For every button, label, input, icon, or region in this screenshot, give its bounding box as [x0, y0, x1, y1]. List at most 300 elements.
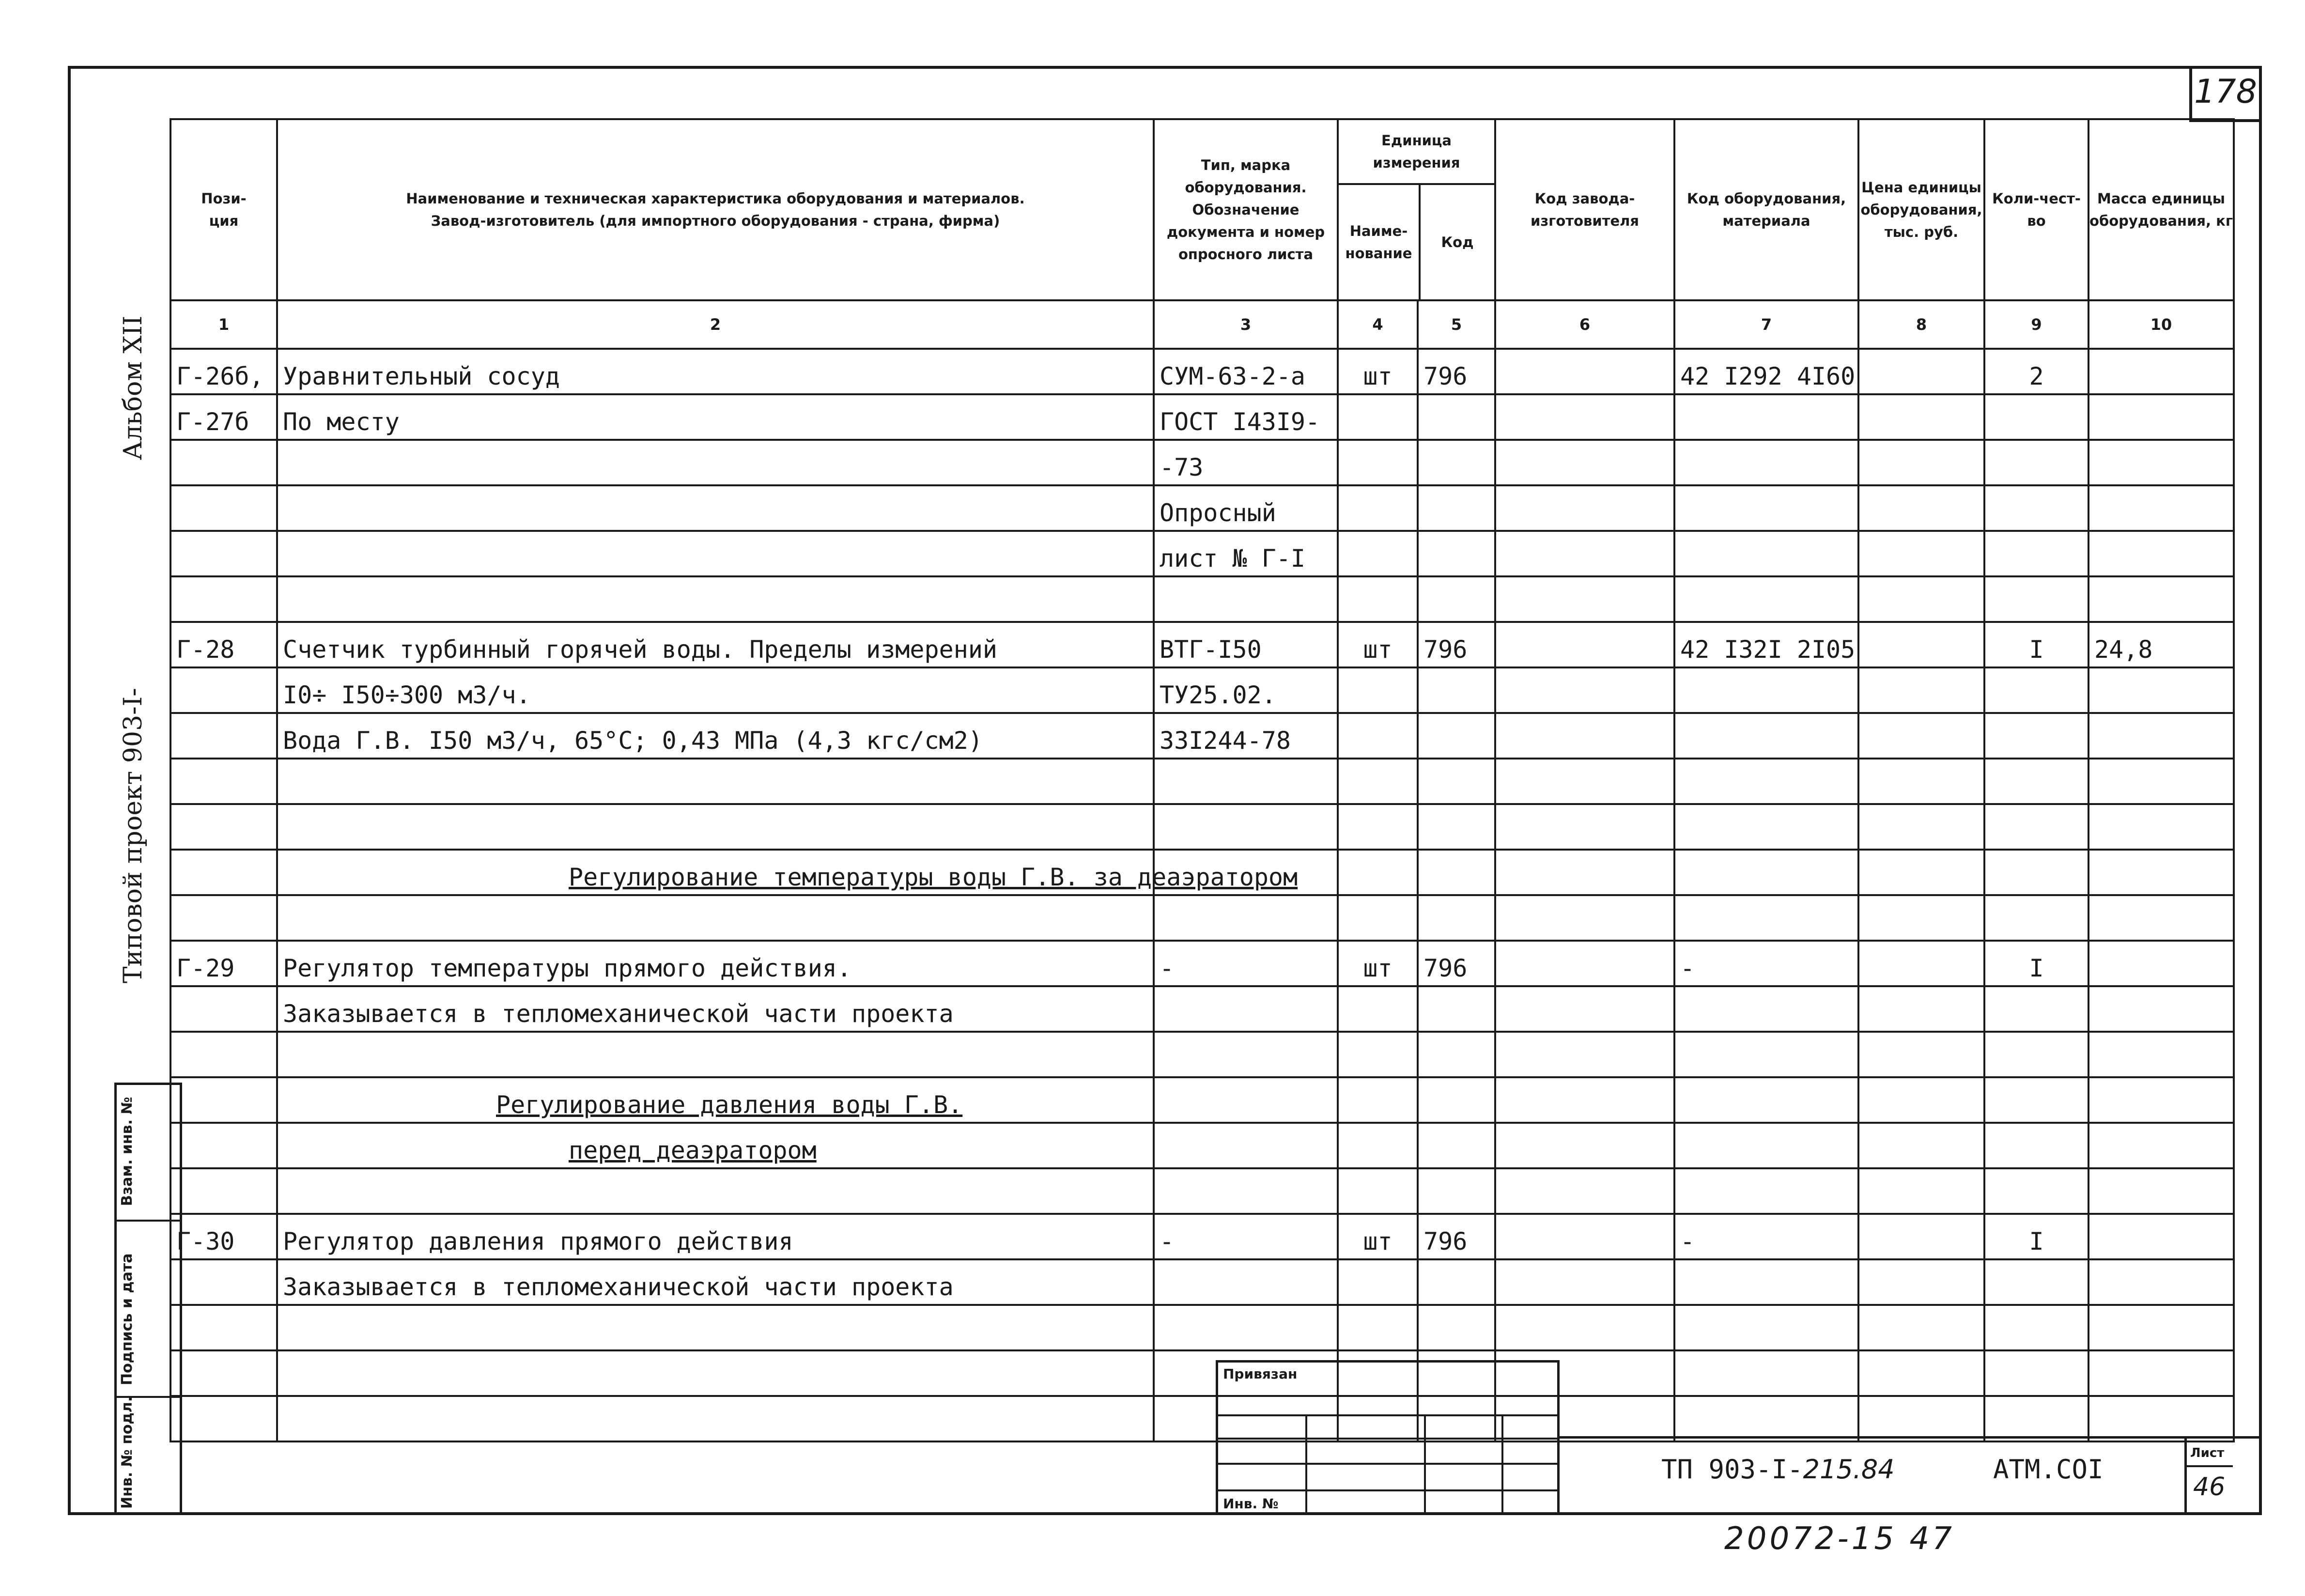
colnum-3: 3	[1154, 300, 1338, 349]
cell-maker	[1495, 1032, 1674, 1077]
cell-pos	[170, 1123, 277, 1168]
cell-code	[1418, 1032, 1495, 1077]
cell-qty	[1984, 485, 2088, 531]
cell-unit	[1338, 895, 1418, 941]
cell-name: Счетчик турбинный горячей воды. Пределы измерений	[277, 622, 1154, 667]
inv-label: Инв. №	[1223, 1496, 1279, 1512]
cell-type: СУМ-63-2-а	[1154, 349, 1338, 394]
doc-code: АТМ.COI	[1993, 1454, 2104, 1485]
cell-price	[1858, 986, 1984, 1032]
cell-qty	[1984, 986, 2088, 1032]
cell-name: По месту	[277, 394, 1154, 440]
cell-code	[1418, 804, 1495, 850]
cell-type: ГОСТ I43I9-	[1154, 394, 1338, 440]
table-row	[170, 1396, 2234, 1441]
cell-mass	[2088, 1396, 2234, 1441]
binding-vline-2	[1424, 1414, 1426, 1515]
table-row	[170, 759, 2234, 804]
cell-maker	[1495, 759, 1674, 804]
cell-code	[1418, 850, 1495, 895]
cell-mass	[2088, 667, 2234, 713]
colnum-4: 4	[1338, 300, 1418, 349]
cell-mass	[2088, 759, 2234, 804]
cell-maker	[1495, 485, 1674, 531]
cell-maker	[1495, 576, 1674, 622]
cell-price	[1858, 440, 1984, 485]
binding-vline-3	[1501, 1414, 1503, 1515]
cell-maker	[1495, 667, 1674, 713]
cell-name	[277, 1305, 1154, 1350]
cell-unit	[1338, 1032, 1418, 1077]
cell-code	[1418, 1305, 1495, 1350]
cell-mass	[2088, 1168, 2234, 1214]
header-unit-code: Код	[1441, 234, 1474, 250]
cell-price	[1858, 1396, 1984, 1441]
cell-mass	[2088, 1123, 2234, 1168]
cell-pos	[170, 576, 277, 622]
cell-qty	[1984, 1123, 2088, 1168]
colnum-2: 2	[277, 300, 1154, 349]
cell-mass	[2088, 1350, 2234, 1396]
cell-equip	[1674, 713, 1858, 759]
cell-code	[1418, 1077, 1495, 1123]
cell-maker	[1495, 895, 1674, 941]
cell-mass	[2088, 713, 2234, 759]
header-unit-title: Единица измерения	[1339, 120, 1494, 185]
cell-qty	[1984, 531, 2088, 576]
cell-equip	[1674, 1123, 1858, 1168]
colnum-6: 6	[1495, 300, 1674, 349]
list-separator	[2184, 1465, 2233, 1467]
cell-name: I0÷ I50÷300 м3/ч.	[277, 667, 1154, 713]
cell-unit	[1338, 485, 1418, 531]
cell-maker	[1495, 713, 1674, 759]
cell-equip	[1674, 485, 1858, 531]
table-row	[170, 576, 2234, 622]
table-row	[170, 1032, 2234, 1077]
cell-price	[1858, 1305, 1984, 1350]
cell-qty	[1984, 1168, 2088, 1214]
cell-pos	[170, 850, 277, 895]
cell-price	[1858, 895, 1984, 941]
cell-mass	[2088, 1305, 2234, 1350]
table-row	[170, 1123, 2234, 1168]
cell-price	[1858, 1077, 1984, 1123]
cell-code	[1418, 667, 1495, 713]
table-row	[170, 667, 2234, 713]
header-equip-code: Код оборудования, материала	[1674, 119, 1858, 300]
cell-name	[277, 485, 1154, 531]
cell-pos	[170, 713, 277, 759]
cell-price	[1858, 394, 1984, 440]
binding-vline-1	[1305, 1414, 1307, 1515]
cell-unit	[1338, 667, 1418, 713]
cell-unit	[1338, 576, 1418, 622]
cell-type	[1154, 1077, 1338, 1123]
cell-qty	[1984, 1396, 2088, 1441]
cell-code	[1418, 713, 1495, 759]
cell-pos: Г-26б,	[170, 349, 277, 394]
table-row	[170, 1259, 2234, 1305]
cell-maker	[1495, 986, 1674, 1032]
table-row	[170, 349, 2234, 394]
table-row	[170, 394, 2234, 440]
cell-mass	[2088, 531, 2234, 576]
cell-mass	[2088, 349, 2234, 394]
cell-type	[1154, 576, 1338, 622]
cell-pos	[170, 485, 277, 531]
cell-name	[277, 1396, 1154, 1441]
cell-unit	[1338, 440, 1418, 485]
cell-mass	[2088, 804, 2234, 850]
album-label: Альбом XII	[119, 315, 148, 460]
cell-equip	[1674, 1259, 1858, 1305]
table-row	[170, 941, 2234, 986]
cell-pos	[170, 1168, 277, 1214]
cell-maker	[1495, 1305, 1674, 1350]
cell-maker	[1495, 850, 1674, 895]
cell-mass	[2088, 1214, 2234, 1259]
cell-pos: Г-29	[170, 941, 277, 986]
cell-pos	[170, 895, 277, 941]
colnum-7: 7	[1674, 300, 1858, 349]
cell-type: Опросный	[1154, 485, 1338, 531]
cell-code	[1418, 576, 1495, 622]
cell-pos	[170, 1350, 277, 1396]
column-number-row	[170, 300, 2234, 349]
header-unit-name: Наиме-нование	[1339, 185, 1421, 299]
cell-qty	[1984, 850, 2088, 895]
table-row	[170, 1168, 2234, 1214]
cell-equip	[1674, 576, 1858, 622]
cell-type: ТУ25.02.	[1154, 667, 1338, 713]
cell-name	[277, 895, 1154, 941]
cell-unit	[1338, 850, 1418, 895]
cell-qty	[1984, 1077, 2088, 1123]
cell-equip: 42 I292 4I60	[1674, 349, 1858, 394]
cell-pos: Г-28	[170, 622, 277, 667]
cell-equip	[1674, 440, 1858, 485]
header-position: Пози- ция	[170, 119, 277, 300]
cell-name	[277, 804, 1154, 850]
cell-code	[1418, 440, 1495, 485]
cell-price	[1858, 713, 1984, 759]
cell-code: 796	[1418, 349, 1495, 394]
cell-pos	[170, 1032, 277, 1077]
cell-name: перед деаэратором	[277, 1123, 1154, 1168]
cell-mass	[2088, 394, 2234, 440]
cell-unit: шт	[1338, 349, 1418, 394]
cell-price	[1858, 531, 1984, 576]
cell-unit	[1338, 1123, 1418, 1168]
cell-equip	[1674, 394, 1858, 440]
cell-pos: Г-30	[170, 1214, 277, 1259]
cell-type: 33I244-78	[1154, 713, 1338, 759]
cell-price	[1858, 349, 1984, 394]
cell-type: -	[1154, 1214, 1338, 1259]
table-row	[170, 850, 2234, 895]
table-row	[170, 531, 2234, 576]
cell-equip: -	[1674, 941, 1858, 986]
cell-equip	[1674, 1396, 1858, 1441]
cell-mass	[2088, 576, 2234, 622]
colnum-10: 10	[2088, 300, 2234, 349]
header-maker-code: Код завода-изготовителя	[1495, 119, 1674, 300]
cell-code	[1418, 986, 1495, 1032]
cell-name: Регулятор температуры прямого действия.	[277, 941, 1154, 986]
cell-equip	[1674, 895, 1858, 941]
cell-price	[1858, 1350, 1984, 1396]
cell-unit: шт	[1338, 1214, 1418, 1259]
cell-maker	[1495, 531, 1674, 576]
table-row	[170, 485, 2234, 531]
header-row	[170, 119, 2234, 300]
cell-qty	[1984, 759, 2088, 804]
cell-equip	[1674, 1032, 1858, 1077]
cell-pos	[170, 1396, 277, 1441]
colnum-9: 9	[1984, 300, 2088, 349]
cell-code	[1418, 485, 1495, 531]
cell-unit	[1338, 1259, 1418, 1305]
title-top-line	[1560, 1436, 2262, 1439]
cell-code	[1418, 1168, 1495, 1214]
header-unit-group	[1338, 119, 1495, 300]
cell-name	[277, 531, 1154, 576]
cell-name	[277, 1032, 1154, 1077]
cell-name: Уравнительный сосуд	[277, 349, 1154, 394]
table-row	[170, 622, 2234, 667]
cell-equip	[1674, 1305, 1858, 1350]
cell-qty	[1984, 804, 2088, 850]
cell-price	[1858, 1259, 1984, 1305]
doc-number	[1661, 1454, 1895, 1485]
cell-type	[1154, 759, 1338, 804]
cell-code	[1418, 531, 1495, 576]
cell-maker	[1495, 440, 1674, 485]
cell-unit	[1338, 759, 1418, 804]
doc-prefix: ТП 903-I-	[1661, 1454, 1803, 1485]
cell-maker	[1495, 1214, 1674, 1259]
cell-mass	[2088, 1259, 2234, 1305]
cell-code	[1418, 1259, 1495, 1305]
cell-equip	[1674, 1350, 1858, 1396]
cell-price	[1858, 667, 1984, 713]
cell-type	[1154, 1305, 1338, 1350]
cell-equip	[1674, 804, 1858, 850]
cell-type: лист № Г-I	[1154, 531, 1338, 576]
cell-equip	[1674, 850, 1858, 895]
specification-table	[170, 118, 2235, 1442]
table-body	[170, 349, 2234, 1441]
cell-type: ВТГ-I50	[1154, 622, 1338, 667]
cell-pos	[170, 986, 277, 1032]
cell-qty	[1984, 895, 2088, 941]
cell-mass	[2088, 986, 2234, 1032]
cell-mass	[2088, 440, 2234, 485]
cell-mass	[2088, 485, 2234, 531]
cell-name	[277, 576, 1154, 622]
cell-price	[1858, 1168, 1984, 1214]
cell-maker	[1495, 394, 1674, 440]
cell-name	[277, 759, 1154, 804]
cell-name: Регулятор давления прямого действия	[277, 1214, 1154, 1259]
header-unit-sub	[1339, 185, 1494, 299]
cell-qty: I	[1984, 622, 2088, 667]
cell-type	[1154, 1032, 1338, 1077]
binding-line-2	[1216, 1438, 1560, 1440]
doc-suffix-handwritten: 215.84	[1803, 1454, 1895, 1485]
cell-mass	[2088, 1077, 2234, 1123]
cell-mass: 24,8	[2088, 622, 2234, 667]
list-number: 46	[2193, 1472, 2226, 1502]
cell-pos	[170, 667, 277, 713]
table-row	[170, 1214, 2234, 1259]
cell-qty	[1984, 576, 2088, 622]
cell-maker	[1495, 941, 1674, 986]
cell-mass	[2088, 850, 2234, 895]
stamp-label-original: Инв. № подл.	[119, 1396, 136, 1509]
cell-maker	[1495, 1259, 1674, 1305]
cell-mass	[2088, 1032, 2234, 1077]
cell-type	[1154, 1168, 1338, 1214]
sheet-corner-number: 178	[2194, 73, 2257, 111]
cell-qty: I	[1984, 941, 2088, 986]
header-name: Наименование и техническая характеристика оборудования и материалов. Завод-изготовитель (для импортного оборудования - страна, фирма)	[277, 119, 1154, 300]
cell-equip: 42 I32I 2I05	[1674, 622, 1858, 667]
cell-pos	[170, 804, 277, 850]
cell-mass	[2088, 895, 2234, 941]
cell-unit	[1338, 1305, 1418, 1350]
cell-maker	[1495, 622, 1674, 667]
cell-qty: 2	[1984, 349, 2088, 394]
cell-qty	[1984, 1032, 2088, 1077]
archive-number: 20072-15 47	[1724, 1521, 1955, 1557]
cell-type	[1154, 895, 1338, 941]
cell-price	[1858, 576, 1984, 622]
cell-unit	[1338, 804, 1418, 850]
cell-equip	[1674, 1077, 1858, 1123]
table-row	[170, 1305, 2234, 1350]
cell-qty	[1984, 713, 2088, 759]
cell-mass	[2088, 941, 2234, 986]
binding-line-1	[1216, 1414, 1560, 1416]
cell-type	[1154, 1123, 1338, 1168]
cell-name	[277, 1350, 1154, 1396]
cell-code	[1418, 895, 1495, 941]
cell-unit	[1338, 713, 1418, 759]
cell-name	[277, 1168, 1154, 1214]
cell-type	[1154, 986, 1338, 1032]
cell-price	[1858, 850, 1984, 895]
header-qty: Коли-чест-во	[1984, 119, 2088, 300]
cell-qty	[1984, 1350, 2088, 1396]
cell-qty: I	[1984, 1214, 2088, 1259]
cell-unit	[1338, 1168, 1418, 1214]
cell-pos	[170, 759, 277, 804]
table-row	[170, 1350, 2234, 1396]
cell-price	[1858, 759, 1984, 804]
colnum-1: 1	[170, 300, 277, 349]
table-row	[170, 440, 2234, 485]
binding-line-3	[1216, 1463, 1560, 1465]
table-row	[170, 713, 2234, 759]
cell-pos	[170, 440, 277, 485]
cell-price	[1858, 1032, 1984, 1077]
table-row	[170, 986, 2234, 1032]
cell-maker	[1495, 804, 1674, 850]
cell-type	[1154, 1259, 1338, 1305]
table-row	[170, 895, 2234, 941]
cell-pos	[170, 1077, 277, 1123]
colnum-5: 5	[1418, 300, 1495, 349]
cell-equip	[1674, 667, 1858, 713]
cell-maker	[1495, 349, 1674, 394]
cell-code: 796	[1418, 1214, 1495, 1259]
cell-pos	[170, 531, 277, 576]
cell-maker	[1495, 1168, 1674, 1214]
bound-label: Привязан	[1223, 1366, 1298, 1382]
cell-name: Вода Г.В. I50 м3/ч, 65°С; 0,43 МПа (4,3 кгс/см2)	[277, 713, 1154, 759]
cell-name	[277, 440, 1154, 485]
list-label: Лист	[2190, 1446, 2225, 1460]
cell-type: -	[1154, 941, 1338, 986]
cell-price	[1858, 804, 1984, 850]
project-series-label: Типовой проект 903-I-	[119, 688, 148, 983]
cell-type: -73	[1154, 440, 1338, 485]
cell-qty	[1984, 1305, 2088, 1350]
header-mass: Масса единицы оборудования, кг	[2088, 119, 2234, 300]
cell-equip: -	[1674, 1214, 1858, 1259]
cell-type	[1154, 804, 1338, 850]
cell-code	[1418, 1123, 1495, 1168]
cell-price	[1858, 622, 1984, 667]
cell-code: 796	[1418, 622, 1495, 667]
cell-name: Регулирование давления воды Г.В.	[277, 1077, 1154, 1123]
cell-equip	[1674, 1168, 1858, 1214]
table-row	[170, 1077, 2234, 1123]
cell-unit	[1338, 986, 1418, 1032]
header-price: Цена единицы оборудования, тыс. руб.	[1858, 119, 1984, 300]
cell-code	[1418, 394, 1495, 440]
cell-equip	[1674, 531, 1858, 576]
cell-price	[1858, 941, 1984, 986]
cell-unit: шт	[1338, 941, 1418, 986]
cell-price	[1858, 1123, 1984, 1168]
cell-unit	[1338, 1077, 1418, 1123]
cell-qty	[1984, 1259, 2088, 1305]
cell-pos: Г-27б	[170, 394, 277, 440]
cell-code	[1418, 759, 1495, 804]
cell-pos	[170, 1259, 277, 1305]
stamp-label-signature: Подпись и дата	[119, 1253, 136, 1385]
cell-code: 796	[1418, 941, 1495, 986]
colnum-8: 8	[1858, 300, 1984, 349]
cell-name: Регулирование температуры воды Г.В. за деаэратором	[277, 850, 1154, 895]
cell-qty	[1984, 667, 2088, 713]
cell-qty	[1984, 440, 2088, 485]
cell-maker	[1495, 1077, 1674, 1123]
cell-equip	[1674, 759, 1858, 804]
table-row	[170, 804, 2234, 850]
cell-qty	[1984, 394, 2088, 440]
binding-line-4	[1216, 1489, 1560, 1491]
cell-price	[1858, 1214, 1984, 1259]
cell-name: Заказывается в тепломеханической части проекта	[277, 986, 1154, 1032]
cell-unit: шт	[1338, 622, 1418, 667]
stamp-label-replacement: Взам. инв. №	[119, 1097, 136, 1206]
cell-maker	[1495, 1123, 1674, 1168]
cell-unit	[1338, 394, 1418, 440]
